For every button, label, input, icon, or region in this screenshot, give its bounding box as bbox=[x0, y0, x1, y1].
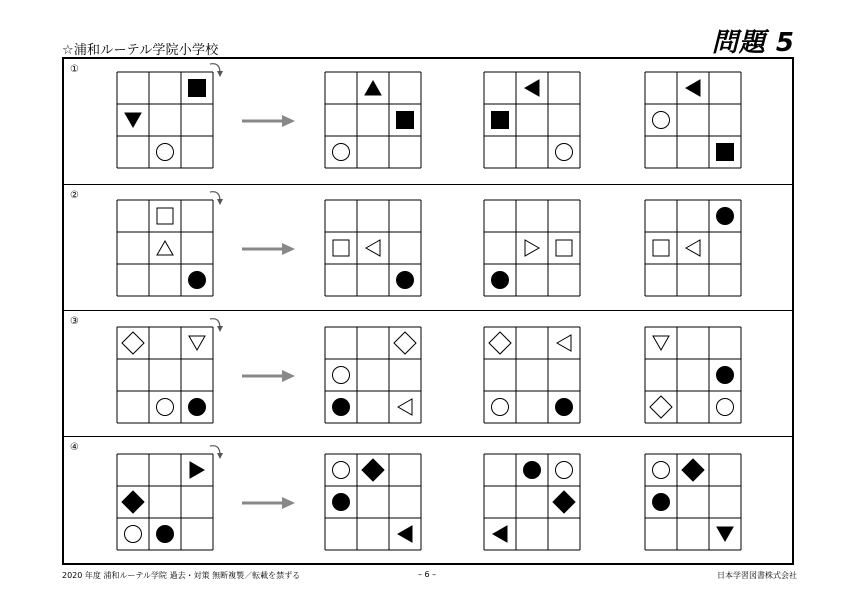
black-circle-shape bbox=[333, 494, 350, 511]
rotate-clockwise-arrow-icon bbox=[207, 60, 227, 82]
white-square-shape bbox=[333, 240, 349, 256]
black-square-shape bbox=[397, 112, 414, 129]
black-triangle-left-shape bbox=[686, 80, 700, 96]
white-square-shape bbox=[653, 240, 669, 256]
black-circle-shape bbox=[189, 399, 206, 416]
white-circle-shape bbox=[333, 462, 350, 479]
black-triangle-left-shape bbox=[493, 526, 507, 542]
right-arrow-icon bbox=[242, 114, 298, 128]
answer-choice-grid[interactable] bbox=[483, 453, 581, 551]
answer-choice-grid[interactable] bbox=[644, 453, 742, 551]
answer-choice-grid[interactable] bbox=[324, 199, 422, 297]
white-circle-shape bbox=[333, 367, 350, 384]
answer-choice-grid[interactable] bbox=[644, 71, 742, 169]
black-circle-shape bbox=[157, 526, 174, 543]
white-square-shape bbox=[157, 208, 173, 224]
answer-choice-grid[interactable] bbox=[483, 199, 581, 297]
black-triangle-right-shape bbox=[190, 462, 204, 478]
black-circle-shape bbox=[189, 272, 206, 289]
row-number: ① bbox=[70, 64, 79, 75]
black-diamond-shape bbox=[362, 459, 384, 481]
black-circle-shape bbox=[653, 494, 670, 511]
example-grid bbox=[116, 453, 214, 551]
answer-choice-grid[interactable] bbox=[483, 326, 581, 424]
white-diamond-shape bbox=[394, 332, 416, 354]
black-circle-shape bbox=[333, 399, 350, 416]
white-circle-shape bbox=[333, 144, 350, 161]
white-triangle-left-shape bbox=[557, 335, 571, 351]
rotate-clockwise-arrow-icon bbox=[207, 442, 227, 464]
black-diamond-shape bbox=[682, 459, 704, 481]
example-grid bbox=[116, 199, 214, 297]
example-grid bbox=[116, 71, 214, 169]
white-circle-shape bbox=[157, 399, 174, 416]
black-square-shape bbox=[492, 112, 509, 129]
white-circle-shape bbox=[556, 462, 573, 479]
black-circle-shape bbox=[556, 399, 573, 416]
black-square-shape bbox=[717, 144, 734, 161]
white-triangle-down-shape bbox=[653, 336, 669, 350]
answer-choice-grid[interactable] bbox=[324, 71, 422, 169]
black-square-shape bbox=[189, 80, 206, 97]
answer-choice-grid[interactable] bbox=[324, 453, 422, 551]
row-number: ④ bbox=[70, 442, 79, 453]
white-triangle-left-shape bbox=[686, 240, 700, 256]
white-triangle-left-shape bbox=[398, 399, 412, 415]
white-circle-shape bbox=[125, 526, 142, 543]
white-circle-shape bbox=[717, 399, 734, 416]
footer-copyright: 2020 年度 浦和ルーテル学院 過去・対策 無断複製／転載を禁ずる bbox=[62, 571, 301, 580]
right-arrow-icon bbox=[242, 496, 298, 510]
white-circle-shape bbox=[492, 399, 509, 416]
black-triangle-left-shape bbox=[525, 80, 539, 96]
black-triangle-up-shape bbox=[365, 81, 381, 95]
white-square-shape bbox=[556, 240, 572, 256]
black-circle-shape bbox=[397, 272, 414, 289]
right-arrow-icon bbox=[242, 369, 298, 383]
white-diamond-shape bbox=[650, 396, 672, 418]
footer-publisher: 日本学習図書株式会社 bbox=[717, 571, 797, 580]
rotate-clockwise-arrow-icon bbox=[207, 315, 227, 337]
example-grid bbox=[116, 326, 214, 424]
black-triangle-down-shape bbox=[717, 527, 733, 541]
black-circle-shape bbox=[524, 462, 541, 479]
black-diamond-shape bbox=[122, 491, 144, 513]
answer-choice-grid[interactable] bbox=[644, 326, 742, 424]
white-diamond-shape bbox=[489, 332, 511, 354]
row-number: ③ bbox=[70, 316, 79, 327]
white-circle-shape bbox=[556, 144, 573, 161]
problem-title: 問題 5 bbox=[711, 28, 795, 58]
footer-page-number: – 6 – bbox=[418, 570, 437, 579]
white-triangle-down-shape bbox=[189, 336, 205, 350]
black-diamond-shape bbox=[553, 491, 575, 513]
black-triangle-down-shape bbox=[125, 113, 141, 127]
answer-choice-grid[interactable] bbox=[483, 71, 581, 169]
white-triangle-right-shape bbox=[525, 240, 539, 256]
school-name: ☆浦和ルーテル学院小学校 bbox=[62, 43, 219, 58]
black-triangle-left-shape bbox=[398, 526, 412, 542]
black-circle-shape bbox=[492, 272, 509, 289]
right-arrow-icon bbox=[242, 242, 298, 256]
row-number: ② bbox=[70, 190, 79, 201]
black-circle-shape bbox=[717, 208, 734, 225]
white-circle-shape bbox=[157, 144, 174, 161]
white-diamond-shape bbox=[122, 332, 144, 354]
white-triangle-up-shape bbox=[157, 241, 173, 255]
white-triangle-left-shape bbox=[366, 240, 380, 256]
rotate-clockwise-arrow-icon bbox=[207, 188, 227, 210]
answer-choice-grid[interactable] bbox=[324, 326, 422, 424]
black-circle-shape bbox=[717, 367, 734, 384]
answer-choice-grid[interactable] bbox=[644, 199, 742, 297]
white-circle-shape bbox=[653, 462, 670, 479]
white-circle-shape bbox=[653, 112, 670, 129]
